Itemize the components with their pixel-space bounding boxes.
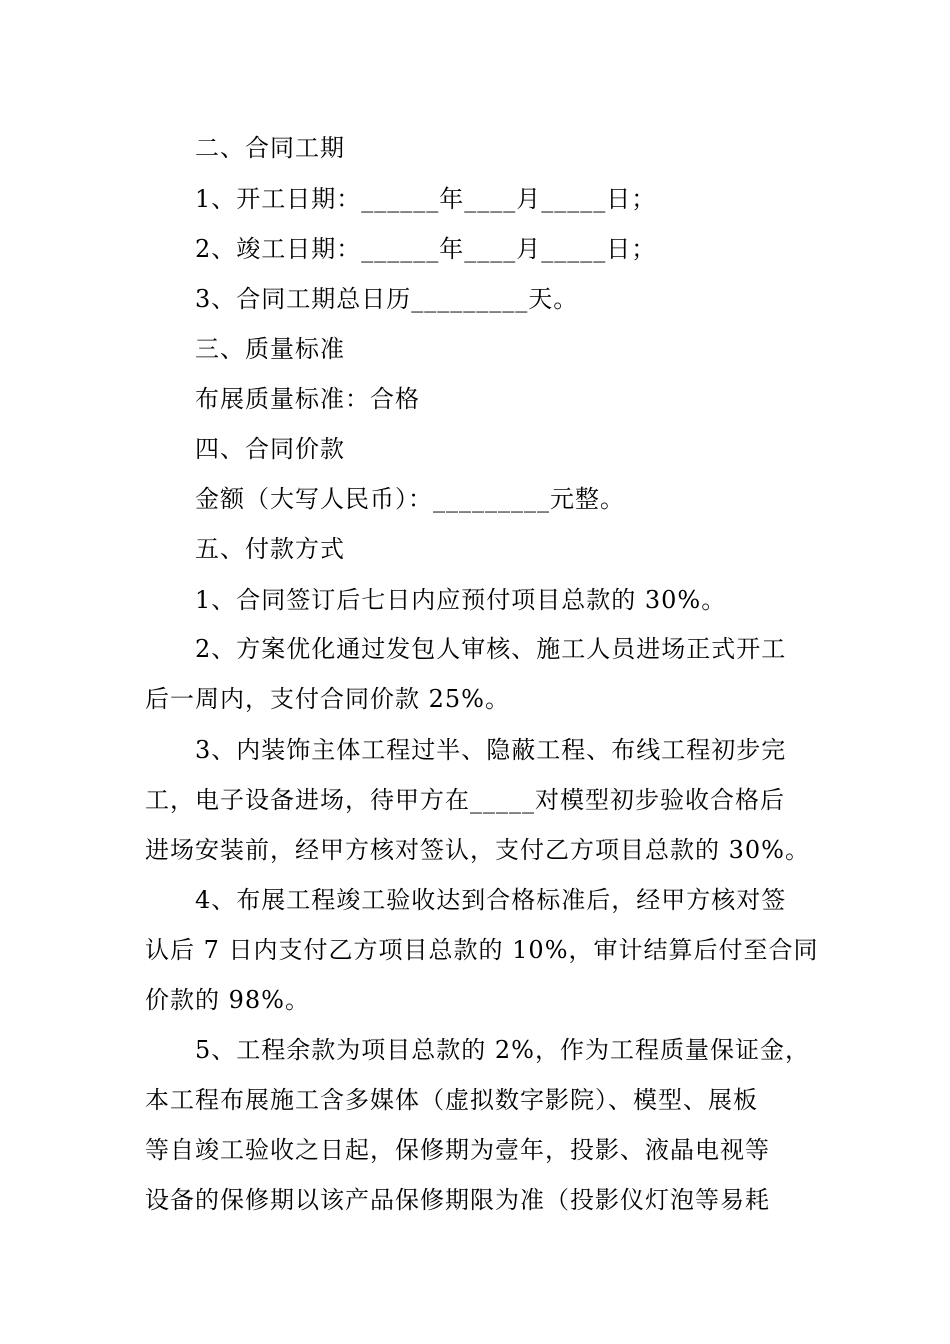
quality-standard-line: 布展质量标准：合格	[195, 385, 420, 413]
section-heading-payment-method: 五、付款方式	[195, 535, 345, 563]
start-date-line: 1、开工日期：______年____月_____日；	[195, 185, 657, 213]
total-days-line: 3、合同工期总日历_________天。	[195, 285, 579, 313]
payment-clause-3-line-1: 3、内装饰主体工程过半、隐蔽工程、布线工程初步完	[195, 736, 787, 764]
payment-clause-5-line-4: 设备的保修期以该产品保修期限为准（投影仪灯泡等易耗	[145, 1186, 770, 1214]
amount-line: 金额（大写人民币）：_________元整。	[195, 485, 625, 513]
section-heading-quality-standard: 三、质量标准	[195, 335, 345, 363]
payment-clause-5-line-3: 等自竣工验收之日起，保修期为壹年，投影、液晶电视等	[145, 1136, 770, 1164]
section-heading-contract-price: 四、合同价款	[195, 435, 345, 463]
payment-clause-2-line-1: 2、方案优化通过发包人审核、施工人员进场正式开工	[195, 635, 787, 663]
payment-clause-5-line-2: 本工程布展施工含多媒体（虚拟数字影院）、模型、展板	[145, 1086, 758, 1114]
payment-clause-3-line-3: 进场安装前，经甲方核对签认，支付乙方项目总款的 30%。	[145, 836, 810, 864]
payment-clause-1: 1、合同签订后七日内应预付项目总款的 30%。	[195, 586, 727, 614]
payment-clause-4-line-1: 4、布展工程竣工验收达到合格标准后，经甲方核对签	[195, 886, 787, 914]
payment-clause-2-line-2: 后一周内，支付合同价款 25%。	[145, 685, 510, 713]
payment-clause-5-line-1: 5、工程余款为项目总款的 2%，作为工程质量保证金，	[195, 1036, 810, 1064]
payment-clause-4-line-2: 认后 7 日内支付乙方项目总款的 10%，审计结算后付至合同	[145, 936, 819, 964]
section-heading-contract-period: 二、合同工期	[195, 134, 345, 162]
payment-clause-4-line-3: 价款的 98%。	[145, 986, 310, 1014]
completion-date-line: 2、竣工日期：______年____月_____日；	[195, 235, 657, 263]
payment-clause-3-line-2: 工，电子设备进场，待甲方在_____对模型初步验收合格后	[145, 786, 785, 814]
